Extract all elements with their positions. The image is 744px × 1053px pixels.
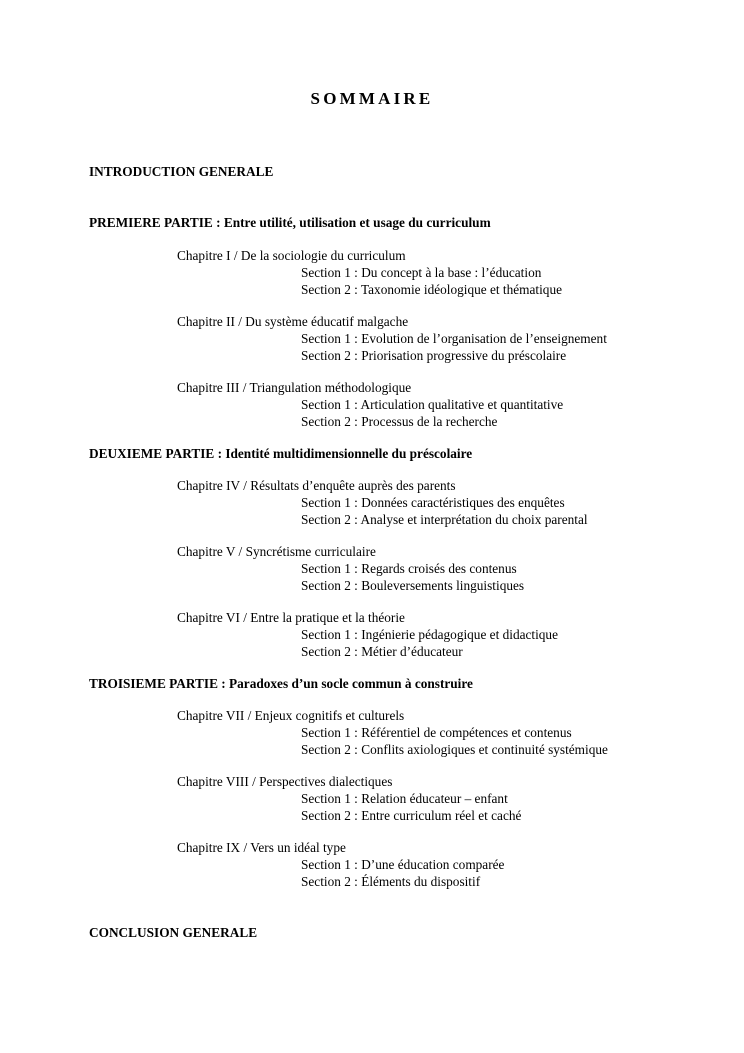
introduction-heading: INTRODUCTION GENERALE xyxy=(89,164,274,179)
chapter-7-title: Chapitre VII / Enjeux cognitifs et culturels xyxy=(177,708,405,723)
part-1-heading: PREMIERE PARTIE : Entre utilité, utilisation et usage du curriculum xyxy=(89,215,491,230)
chapter-9-section-1: Section 1 : D’une éducation comparée xyxy=(301,857,505,872)
chapter-2-section-2: Section 2 : Priorisation progressive du préscolaire xyxy=(301,348,567,363)
chapter-8-title: Chapitre VIII / Perspectives dialectiques xyxy=(177,774,393,789)
chapter-7-section-1: Section 1 : Référentiel de compétences et contenus xyxy=(301,725,572,740)
chapter-1-section-2: Section 2 : Taxonomie idéologique et thématique xyxy=(301,282,563,297)
chapter-7-section-2: Section 2 : Conflits axiologiques et continuité systémique xyxy=(301,742,608,757)
chapter-5-title: Chapitre V / Syncrétisme curriculaire xyxy=(177,544,376,559)
chapter-1-title: Chapitre I / De la sociologie du curriculum xyxy=(177,248,406,263)
part-2-heading: DEUXIEME PARTIE : Identité multidimensionnelle du préscolaire xyxy=(89,446,473,461)
chapter-8-section-1: Section 1 : Relation éducateur – enfant xyxy=(301,791,508,806)
chapter-3-title: Chapitre III / Triangulation méthodologique xyxy=(177,380,412,395)
chapter-5-section-2: Section 2 : Bouleversements linguistiques xyxy=(301,578,525,593)
chapter-2-title: Chapitre II / Du système éducatif malgache xyxy=(177,314,409,329)
conclusion-heading: CONCLUSION GENERALE xyxy=(89,925,258,940)
chapter-2-section-1: Section 1 : Evolution de l’organisation de l’enseignement xyxy=(301,331,607,346)
chapter-3-section-2: Section 2 : Processus de la recherche xyxy=(301,414,498,429)
chapter-1-section-1: Section 1 : Du concept à la base : l’éducation xyxy=(301,265,542,280)
chapter-6-section-2: Section 2 : Métier d’éducateur xyxy=(301,644,463,659)
chapter-6-title: Chapitre VI / Entre la pratique et la théorie xyxy=(177,610,405,625)
chapter-9-title: Chapitre IX / Vers un idéal type xyxy=(177,840,346,855)
page-title: SOMMAIRE xyxy=(310,89,434,108)
chapter-3-section-1: Section 1 : Articulation qualitative et quantitative xyxy=(301,397,564,412)
part-3-heading: TROISIEME PARTIE : Paradoxes d’un socle commun à construire xyxy=(89,676,473,691)
chapter-9-section-2: Section 2 : Éléments du dispositif xyxy=(301,874,481,889)
chapter-5-section-1: Section 1 : Regards croisés des contenus xyxy=(301,561,517,576)
chapter-6-section-1: Section 1 : Ingénierie pédagogique et didactique xyxy=(301,627,558,642)
chapter-8-section-2: Section 2 : Entre curriculum réel et caché xyxy=(301,808,522,823)
chapter-4-section-1: Section 1 : Données caractéristiques des enquêtes xyxy=(301,495,565,510)
chapter-4-section-2: Section 2 : Analyse et interprétation du choix parental xyxy=(301,512,588,527)
chapter-4-title: Chapitre IV / Résultats d’enquête auprès des parents xyxy=(177,478,456,493)
